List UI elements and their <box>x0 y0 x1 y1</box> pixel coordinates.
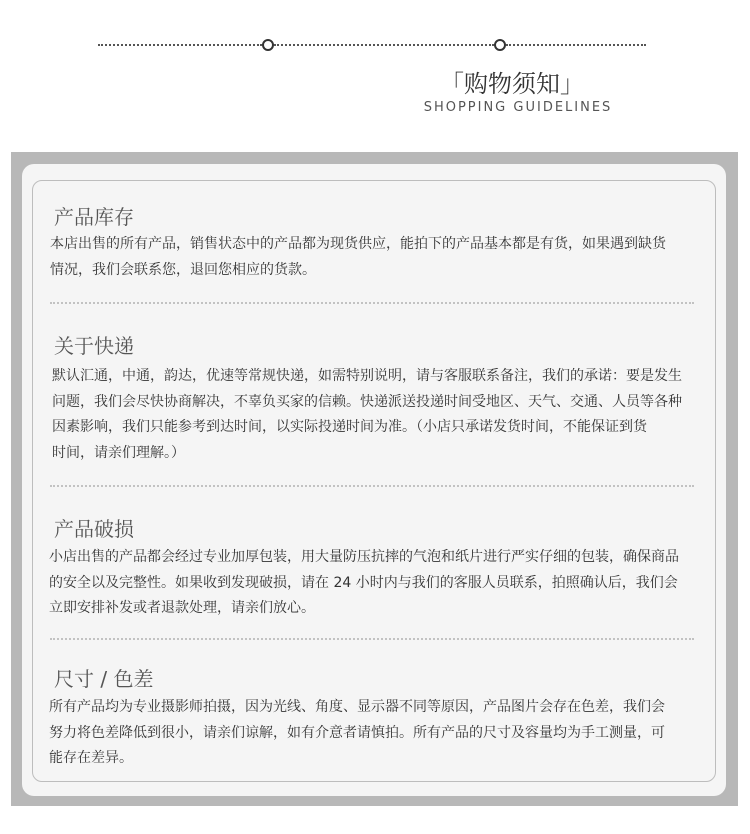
section-divider <box>50 485 694 487</box>
section-divider <box>50 638 694 640</box>
section-title-shipping: 关于快递 <box>54 334 134 358</box>
page-subtitle: SHOPPING GUIDELINES <box>423 100 613 115</box>
dotted-line-left <box>98 44 262 46</box>
section-body-stock <box>50 232 666 283</box>
text-line: 立即安排补发或者退款处理，请亲们放心。 <box>49 600 315 616</box>
section-body-shipping <box>52 364 682 466</box>
text-line: 时间，请亲们理解。） <box>52 444 185 461</box>
dotted-line-middle <box>274 44 494 46</box>
dotted-line-right <box>506 44 646 46</box>
text-line: 默认汇通，中通，韵达，优速等常规快递，如需特别说明，请与客服联系备注，我们的承诺：要是发生 <box>52 368 682 384</box>
text-line: 问题，我们会尽快协商解决，不辜负买家的信赖。快递派送投递时间受地区、天气、交通、人员等各种 <box>52 393 682 410</box>
text-line: 所有产品均为专业摄影师拍摄，因为光线、角度、显示器不同等原因，产品图片会存在色差，我们会 <box>49 699 665 715</box>
section-body-size-color <box>49 695 665 772</box>
section-title-size-color: 尺寸 / 色差 <box>54 667 154 691</box>
section-title-stock: 产品库存 <box>54 205 134 229</box>
text-line: 的安全以及完整性。如果收到发现破损，请在 24 小时内与我们的客服人员联系，拍照确认后，我们会 <box>49 574 678 591</box>
text-line: 努力将色差降低到很小，请亲们谅解，如有介意者请慎拍。所有产品的尺寸及容量均为手工测量，可 <box>49 724 665 741</box>
page-header <box>0 0 750 152</box>
section-divider <box>50 302 694 304</box>
circle-ornament-right <box>494 39 506 51</box>
text-line: 情况，我们会联系您，退回您相应的货款。 <box>50 261 316 278</box>
circle-ornament-left <box>262 39 274 51</box>
section-title-damage: 产品破损 <box>54 517 134 541</box>
page-title: 「购物须知」 <box>440 70 584 98</box>
text-line: 小店出售的产品都会经过专业加厚包装，用大量防压抗摔的气泡和纸片进行严实仔细的包装，确保商品 <box>49 549 679 565</box>
section-body-damage <box>49 545 679 622</box>
text-line: 因素影响，我们只能参考到达时间，以实际投递时间为准。（小店只承诺发货时间，不能保证到货 <box>52 419 647 435</box>
text-line: 本店出售的所有产品，销售状态中的产品都为现货供应，能拍下的产品基本都是有货，如果遇到缺货 <box>50 236 666 252</box>
text-line: 能存在差异。 <box>49 750 133 766</box>
